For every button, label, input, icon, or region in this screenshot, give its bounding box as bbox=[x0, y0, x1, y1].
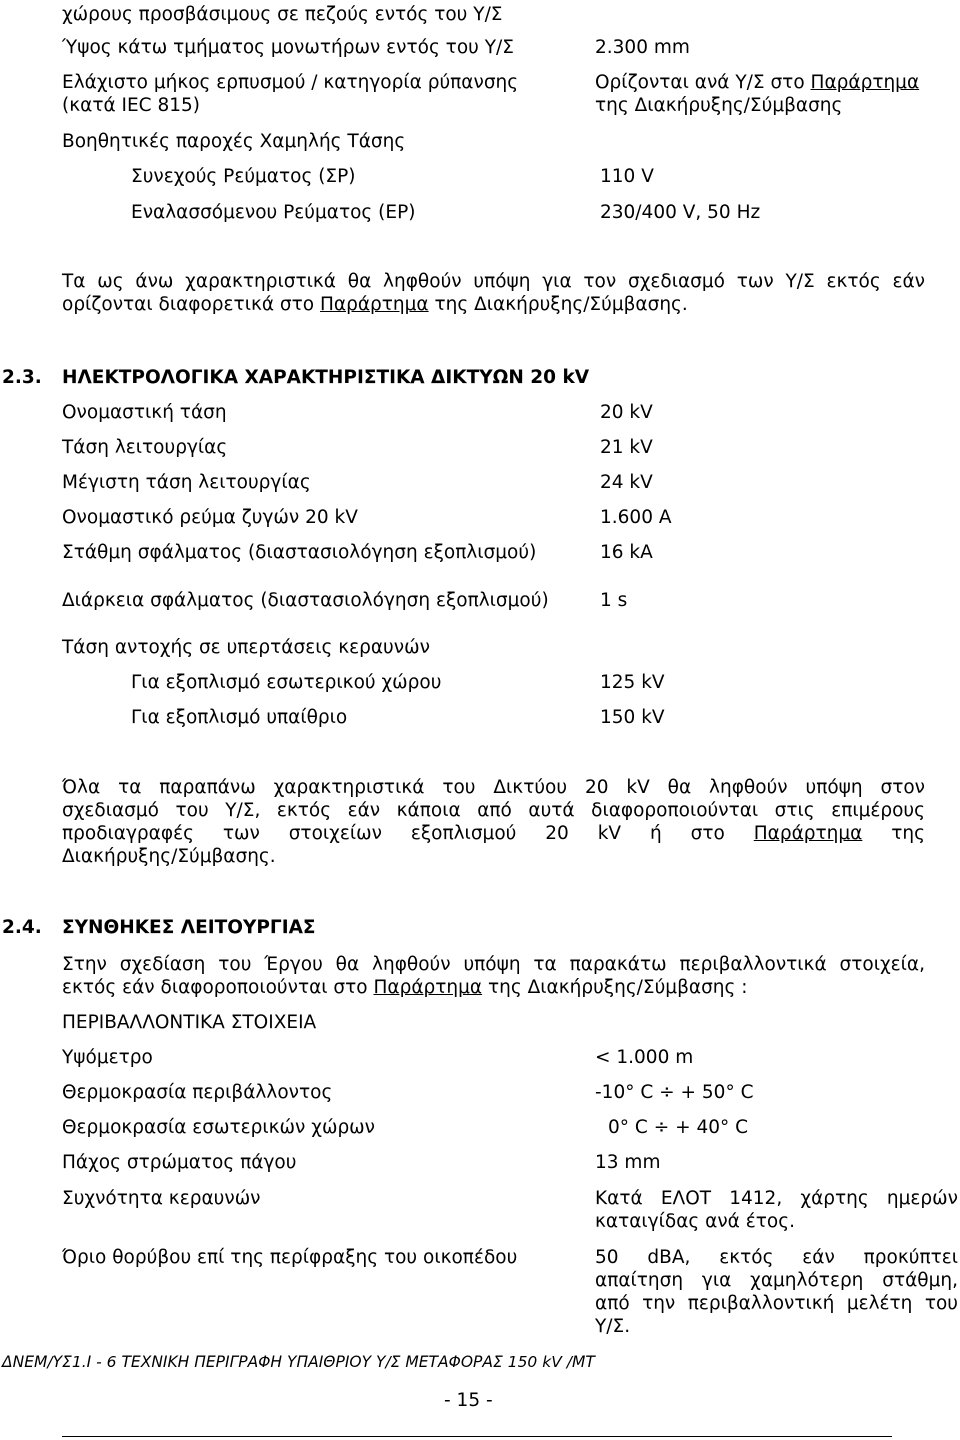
annex-link[interactable]: Παράρτημα bbox=[753, 823, 863, 844]
spec-label: Ονομαστικό ρεύμα ζυγών 20 kV bbox=[62, 507, 358, 528]
spec-value: 1.600 A bbox=[600, 507, 672, 528]
value-line: Υ/Σ. bbox=[595, 1316, 631, 1337]
spec-value: 150 kV bbox=[600, 707, 665, 728]
spec-label: Μέγιστη τάση λειτουργίας bbox=[62, 472, 311, 493]
env-value: 0° C ÷ + 40° C bbox=[608, 1117, 749, 1138]
paragraph-line bbox=[62, 822, 925, 845]
table-row-label: (κατά IEC 815) bbox=[62, 95, 201, 116]
section-intro bbox=[62, 953, 925, 999]
value-line: καταιγίδας ανά έτος. bbox=[595, 1211, 795, 1232]
text: προδιαγραφές των στοιχείων εξοπλισμού 20 kV ή στο bbox=[62, 823, 754, 844]
paragraph-line: σχεδιασμό του Υ/Σ, εκτός εάν κάποια από αυτά διαφοροποιούνται στις επιμέρους bbox=[62, 800, 925, 821]
text: ορίζονται διαφορετικά στο bbox=[62, 294, 320, 315]
paragraph-line: Στην σχεδίαση του Έργου θα ληφθούν υπόψη τα παρακάτω περιβαλλοντικά στοιχεία, bbox=[62, 954, 925, 975]
section-number: 2.3. bbox=[2, 367, 42, 388]
table-row-value: 110 V bbox=[600, 166, 654, 187]
spec-value: 24 kV bbox=[600, 472, 653, 493]
paragraph-line: Όλα τα παραπάνω χαρακτηριστικά του Δικτύου 20 kV θα ληφθούν υπόψη στον bbox=[62, 777, 925, 798]
table-row-label: Εναλασσόμενου Ρεύματος (ΕΡ) bbox=[131, 202, 416, 223]
paragraph-line bbox=[62, 976, 925, 999]
spec-value: 16 kA bbox=[600, 542, 653, 563]
page-number: - 15 - bbox=[444, 1390, 493, 1411]
footer-rule bbox=[62, 1436, 892, 1437]
spec-label: Ονομαστική τάση bbox=[62, 402, 227, 423]
env-label: Θερμοκρασία περιβάλλοντος bbox=[62, 1082, 333, 1103]
paragraph-line: Διακήρυξης/Σύμβασης. bbox=[62, 846, 276, 867]
table-row-value: 230/400 V, 50 Hz bbox=[600, 202, 761, 223]
annex-link[interactable]: Παράρτημα bbox=[810, 72, 920, 93]
table-row-label: Ελάχιστο μήκος ερπυσμού / κατηγορία ρύπανσης bbox=[62, 72, 519, 93]
spec-label: Στάθμη σφάλματος (διαστασιολόγηση εξοπλισμού) bbox=[62, 542, 537, 563]
spec-value: 125 kV bbox=[600, 672, 665, 693]
spec-label: Τάση λειτουργίας bbox=[62, 437, 228, 458]
annex-link[interactable]: Παράρτημα bbox=[320, 294, 429, 315]
env-value-block bbox=[595, 1187, 958, 1233]
section-paragraph bbox=[62, 776, 925, 868]
env-value: < 1.000 m bbox=[595, 1047, 694, 1068]
env-label: Υψόμετρο bbox=[62, 1047, 153, 1068]
note-paragraph bbox=[62, 270, 925, 316]
table-row-label: Ύψος κάτω τμήματος μονωτήρων εντός του Υ/Σ bbox=[62, 37, 514, 58]
spec-label: Διάρκεια σφάλματος (διαστασιολόγηση εξοπλισμού) bbox=[62, 590, 549, 611]
table-row-value: 2.300 mm bbox=[595, 37, 690, 58]
footer-doc-ref: ΔΝΕΜ/ΥΣ1.Ι - 6 ΤΕΧΝΙΚΗ ΠΕΡΙΓΡΑΦΗ ΥΠΑΙΘΡΙΟΥ Υ/Σ ΜΕΤΑΦΟΡΑΣ 150 kV /ΜΤ bbox=[2, 1353, 595, 1371]
annex-link[interactable]: Παράρτημα bbox=[373, 977, 483, 998]
spec-value: 20 kV bbox=[600, 402, 653, 423]
text: εκτός εάν διαφοροποιούνται στο bbox=[62, 977, 374, 998]
env-label: Πάχος στρώματος πάγου bbox=[62, 1152, 297, 1173]
spec-value: 21 kV bbox=[600, 437, 653, 458]
table-row-value: της Διακήρυξης/Σύμβασης bbox=[595, 95, 843, 116]
spec-label: Για εξοπλισμό εσωτερικού χώρου bbox=[131, 672, 442, 693]
paragraph-line bbox=[62, 293, 925, 316]
spec-value: 1 s bbox=[600, 590, 628, 611]
table-row-label: χώρους προσβάσιμους σε πεζούς εντός του Υ/Σ bbox=[62, 4, 503, 25]
table-row-label: Συνεχούς Ρεύματος (ΣΡ) bbox=[131, 166, 356, 187]
section-number: 2.4. bbox=[2, 917, 42, 938]
value-line: απαίτηση για χαμηλότερη στάθμη, bbox=[595, 1270, 958, 1291]
value-line: 50 dBA, εκτός εάν προκύπτει bbox=[595, 1247, 958, 1268]
env-value: 13 mm bbox=[595, 1152, 661, 1173]
table-row-label: Βοηθητικές παροχές Χαμηλής Τάσης bbox=[62, 131, 406, 152]
spec-label: Τάση αντοχής σε υπερτάσεις κεραυνών bbox=[62, 637, 430, 658]
env-label: Θερμοκρασία εσωτερικών χώρων bbox=[62, 1117, 376, 1138]
text: της Διακήρυξης/Σύμβασης. bbox=[428, 294, 688, 315]
spec-label: Για εξοπλισμό υπαίθριο bbox=[131, 707, 348, 728]
env-value: -10° C ÷ + 50° C bbox=[595, 1082, 754, 1103]
env-heading: ΠΕΡΙΒΑΛΛΟΝΤΙΚΑ ΣΤΟΙΧΕΙΑ bbox=[62, 1012, 317, 1033]
value-line: Κατά ΕΛΟΤ 1412, χάρτης ημερών bbox=[595, 1188, 958, 1209]
env-label: Συχνότητα κεραυνών bbox=[62, 1188, 261, 1209]
table-row-value bbox=[595, 71, 919, 94]
env-label: Όριο θορύβου επί της περίφραξης του οικοπέδου bbox=[62, 1247, 518, 1268]
section-title: ΗΛΕΚΤΡΟΛΟΓΙΚΑ ΧΑΡΑΚΤΗΡΙΣΤΙΚΑ ΔΙΚΤΥΩΝ 20 kV bbox=[62, 367, 590, 388]
paragraph-line: Τα ως άνω χαρακτηριστικά θα ληφθούν υπόψη για τον σχεδιασμό των Υ/Σ εκτός εάν bbox=[62, 271, 925, 292]
value-text: Ορίζονται ανά Υ/Σ στο bbox=[595, 72, 811, 93]
value-line: από την περιβαλλοντική μελέτη του bbox=[595, 1293, 958, 1314]
env-value-block bbox=[595, 1246, 958, 1338]
text: της Διακήρυξης/Σύμβασης : bbox=[482, 977, 748, 998]
section-title: ΣΥΝΘΗΚΕΣ ΛΕΙΤΟΥΡΓΙΑΣ bbox=[62, 917, 316, 938]
text: της bbox=[862, 823, 925, 844]
